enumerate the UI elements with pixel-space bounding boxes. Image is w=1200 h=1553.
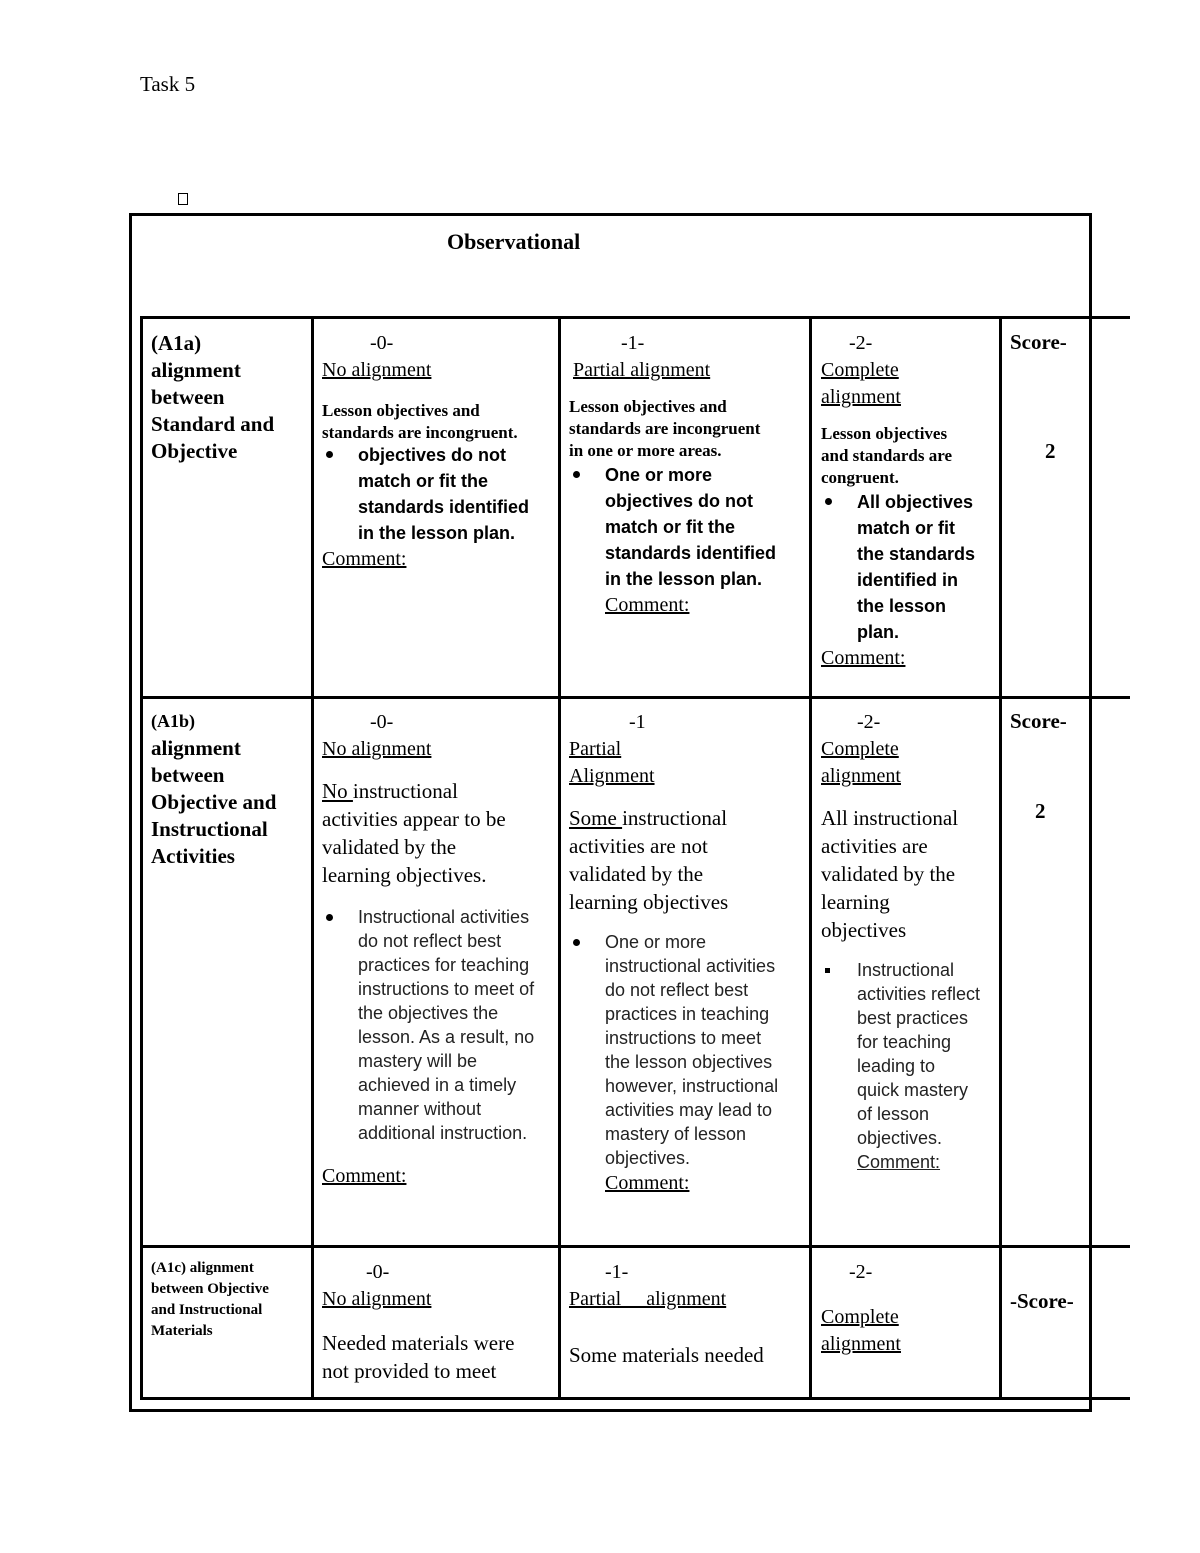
desc-line: objectives bbox=[821, 918, 907, 942]
bullet-line: Instructional activities bbox=[358, 907, 530, 927]
level-description bbox=[569, 1341, 805, 1369]
row-label-line: Objective bbox=[151, 439, 238, 463]
level-number: -0- bbox=[366, 1261, 390, 1283]
level-cell bbox=[569, 1259, 805, 1369]
level-cell bbox=[569, 330, 805, 619]
desc-line: in one or more areas. bbox=[569, 441, 722, 460]
level-number: -0- bbox=[370, 332, 394, 354]
bullet-list bbox=[569, 462, 805, 592]
level-number: -1- bbox=[605, 1261, 629, 1283]
desc-line: standards are incongruent. bbox=[322, 423, 518, 442]
bullet-line: lesson. As a result, no bbox=[358, 1027, 535, 1047]
level-name: Alignment bbox=[569, 765, 655, 787]
grid-line bbox=[558, 316, 561, 1400]
grid-line bbox=[140, 696, 1130, 699]
level-cell bbox=[569, 709, 805, 1197]
bullet-list bbox=[569, 930, 805, 1170]
desc-line: Lesson objectives and bbox=[569, 397, 727, 416]
bullet-line: plan. bbox=[857, 622, 900, 642]
bullet-line: the standards bbox=[857, 544, 976, 564]
row-label-line: Activities bbox=[151, 844, 235, 868]
comment-label: Comment: bbox=[857, 1152, 941, 1172]
desc-line: instructional bbox=[352, 779, 458, 803]
bullet-item bbox=[605, 462, 805, 592]
level-name: Partial alignment bbox=[569, 1288, 727, 1310]
level-description bbox=[569, 804, 805, 916]
desc-line: validated by the bbox=[569, 862, 704, 886]
bullet-item bbox=[358, 905, 556, 1145]
bullet-line: mastery of lesson bbox=[605, 1124, 747, 1144]
bullet-line: do not reflect best bbox=[605, 980, 749, 1000]
desc-line: instructional bbox=[622, 806, 728, 830]
bullet-line: additional instruction. bbox=[358, 1123, 528, 1143]
level-name: No alignment bbox=[322, 1288, 432, 1310]
desc-line: not provided to meet bbox=[322, 1359, 497, 1383]
bullet-line: the lesson objectives bbox=[605, 1052, 773, 1072]
bullet-item bbox=[857, 489, 997, 645]
level-description bbox=[322, 777, 556, 889]
bullet-item bbox=[358, 442, 554, 546]
desc-line: activities are bbox=[821, 834, 928, 858]
desc-line: learning objectives. bbox=[322, 863, 487, 887]
bullet-line: quick mastery bbox=[857, 1080, 969, 1100]
grid-line bbox=[311, 316, 314, 1400]
desc-line: and standards are bbox=[821, 446, 952, 465]
bullet-line: practices for teaching bbox=[358, 955, 530, 975]
bullet-line: Instructional bbox=[857, 960, 955, 980]
bullet-line: leading to bbox=[857, 1056, 936, 1076]
bullet-line: in the lesson plan. bbox=[358, 523, 516, 543]
bullet-line: the objectives the bbox=[358, 1003, 499, 1023]
desc-line: activities are not bbox=[569, 834, 708, 858]
level-cell bbox=[821, 709, 997, 1174]
level-name: alignment bbox=[821, 765, 901, 787]
row-label-line: Objective and bbox=[151, 790, 277, 814]
bullet-line: of lesson bbox=[857, 1104, 930, 1124]
level-number: -0- bbox=[370, 711, 394, 733]
bullet-line: objectives do not bbox=[605, 491, 754, 511]
row-label-line: between Objective bbox=[151, 1281, 269, 1297]
desc-line: congruent. bbox=[821, 468, 899, 487]
row-label-line: between bbox=[151, 763, 225, 787]
bullet-line: activities may lead to bbox=[605, 1100, 773, 1120]
bullet-line: instructions to meet bbox=[605, 1028, 762, 1048]
row-label-line: (A1c) alignment bbox=[151, 1260, 254, 1276]
desc-line: Lesson objectives bbox=[821, 424, 948, 443]
row-label-line: between bbox=[151, 385, 225, 409]
comment-label: Comment: bbox=[322, 1165, 407, 1187]
desc-line: standards are incongruent bbox=[569, 419, 761, 438]
score-label: -Score- bbox=[1010, 1289, 1074, 1313]
bullet-line: match or fit the bbox=[358, 471, 489, 491]
desc-line: Needed materials were bbox=[322, 1331, 515, 1355]
grid-line bbox=[140, 316, 1130, 319]
row-label-line: Materials bbox=[151, 1323, 213, 1339]
desc-line: Some materials needed bbox=[569, 1343, 764, 1367]
bullet-line: standards identified bbox=[605, 543, 777, 563]
page-header: Task 5 bbox=[140, 72, 196, 96]
desc-line: learning bbox=[821, 890, 890, 914]
score-value: 2 bbox=[1045, 439, 1056, 463]
desc-emphasis: No bbox=[322, 779, 353, 803]
level-name bbox=[569, 736, 805, 763]
bullet-line: achieved in a timely bbox=[358, 1075, 517, 1095]
bullet-line: practices in teaching bbox=[605, 1004, 770, 1024]
comment-label: Comment: bbox=[322, 548, 407, 570]
table-title: Observational bbox=[447, 229, 581, 254]
level-description bbox=[322, 1329, 556, 1385]
comment-label: Comment: bbox=[821, 647, 906, 669]
bullet-line: the lesson bbox=[857, 596, 947, 616]
bullet-line: for teaching bbox=[857, 1032, 952, 1052]
bullet-line: identified in bbox=[857, 570, 958, 590]
level-cell bbox=[322, 330, 554, 573]
row-label-line: (A1b) bbox=[151, 711, 195, 731]
score-value: 2 bbox=[1035, 799, 1046, 823]
level-description bbox=[821, 804, 997, 944]
level-name-part: Partial bbox=[569, 738, 622, 760]
desc-line: All instructional bbox=[821, 806, 959, 830]
level-cell bbox=[322, 709, 556, 1190]
grid-line bbox=[1089, 316, 1092, 1400]
comment-label: Comment: bbox=[605, 594, 690, 616]
level-number: -2- bbox=[857, 711, 881, 733]
level-number: -2- bbox=[849, 332, 873, 354]
level-name: alignment bbox=[821, 1333, 901, 1355]
bullet-list bbox=[322, 905, 556, 1145]
level-number: -2- bbox=[849, 1261, 873, 1283]
bullet-line: activities reflect bbox=[857, 984, 981, 1004]
score-label: Score- bbox=[1010, 709, 1067, 733]
comment-label: Comment: bbox=[605, 1172, 690, 1194]
grid-line bbox=[999, 316, 1002, 1400]
desc-line: validated by the bbox=[322, 835, 457, 859]
level-name: No alignment bbox=[322, 359, 432, 381]
bullet-line: One or more bbox=[605, 932, 707, 952]
desc-line: validated by the bbox=[821, 862, 956, 886]
bullet-line: in the lesson plan. bbox=[605, 569, 763, 589]
bullet-line: however, instructional bbox=[605, 1076, 779, 1096]
row-header bbox=[151, 330, 309, 465]
row-label-line: (A1a) bbox=[151, 331, 202, 355]
level-description bbox=[569, 396, 805, 462]
row-label-line: alignment bbox=[151, 358, 241, 382]
level-cell bbox=[821, 1259, 997, 1358]
bullet-line: instructions to meet of bbox=[358, 979, 535, 999]
row-label-line: Instructional bbox=[151, 817, 268, 841]
placeholder-glyph-icon bbox=[178, 193, 188, 205]
grid-line bbox=[140, 1397, 1130, 1400]
bullet-list bbox=[322, 442, 554, 546]
bullet-line: One or more bbox=[605, 465, 713, 485]
bullet-line: objectives do not bbox=[358, 445, 507, 465]
row-label-line: Standard and bbox=[151, 412, 275, 436]
bullet-line: instructional activities bbox=[605, 956, 776, 976]
level-cell bbox=[821, 330, 997, 672]
bullet-line: objectives. bbox=[605, 1148, 691, 1168]
bullet-line: mastery will be bbox=[358, 1051, 478, 1071]
level-name: Complete bbox=[821, 1306, 899, 1328]
row-header bbox=[151, 1258, 309, 1342]
bullet-item bbox=[857, 958, 997, 1174]
desc-emphasis: Some bbox=[569, 806, 623, 830]
level-name: alignment bbox=[821, 386, 901, 408]
level-number: -1 bbox=[629, 711, 646, 733]
level-name: Partial alignment bbox=[573, 359, 711, 381]
bullet-line: All objectives bbox=[857, 492, 974, 512]
bullet-item bbox=[605, 930, 805, 1170]
row-label-line: and Instructional bbox=[151, 1302, 263, 1318]
bullet-line: match or fit the bbox=[605, 517, 736, 537]
level-name: Complete bbox=[821, 359, 899, 381]
level-cell bbox=[322, 1259, 556, 1385]
bullet-list bbox=[821, 958, 997, 1174]
bullet-line: objectives. bbox=[857, 1128, 943, 1148]
row-header bbox=[151, 708, 309, 870]
desc-line: Lesson objectives and bbox=[322, 401, 480, 420]
bullet-line: manner without bbox=[358, 1099, 482, 1119]
level-description bbox=[821, 423, 997, 489]
score-label: Score- bbox=[1010, 330, 1067, 354]
level-number: -1- bbox=[621, 332, 645, 354]
desc-line: learning objectives bbox=[569, 890, 729, 914]
bullet-line: best practices bbox=[857, 1008, 969, 1028]
grid-line bbox=[140, 1245, 1130, 1248]
bullet-line: standards identified bbox=[358, 497, 530, 517]
bullet-line: match or fit bbox=[857, 518, 956, 538]
bullet-list bbox=[821, 489, 997, 645]
grid-line bbox=[809, 316, 812, 1400]
level-name: No alignment bbox=[322, 738, 432, 760]
bullet-line: do not reflect best bbox=[358, 931, 502, 951]
grid-line bbox=[140, 316, 143, 1400]
desc-line: activities appear to be bbox=[322, 807, 506, 831]
level-name: Complete bbox=[821, 738, 899, 760]
level-description bbox=[322, 400, 554, 444]
row-label-line: alignment bbox=[151, 736, 241, 760]
